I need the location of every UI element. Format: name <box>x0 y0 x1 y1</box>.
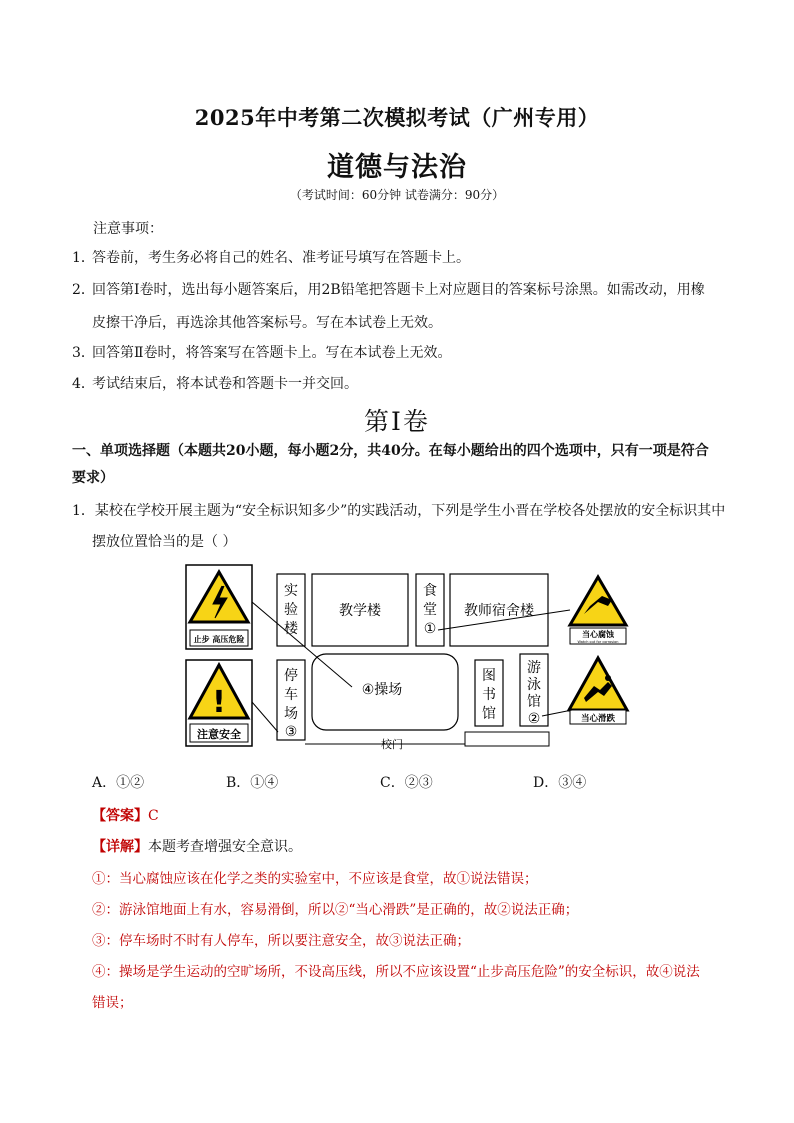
svg-text:④操场: ④操场 <box>361 682 403 698</box>
svg-text:车: 车 <box>284 687 298 703</box>
explanation-line-5: 错误； <box>92 995 133 1011</box>
exam-title: 2025年中考第二次模拟考试（广州专用） <box>194 105 600 130</box>
high-voltage-sign <box>186 565 252 649</box>
slip-sign <box>569 658 627 724</box>
gate-label: 校门 <box>381 738 403 751</box>
svg-text:游: 游 <box>527 660 541 676</box>
question-1-stem-cont: 摆放位置恰当的是（ ） <box>92 534 237 550</box>
corrosion-sign <box>566 574 630 644</box>
exam-info: （考试时间：60分钟 试卷满分：90分） <box>289 188 505 202</box>
option-b: B．①④ <box>226 775 279 791</box>
answer-line: 【答案】C <box>92 808 159 824</box>
part-title: 第Ⅰ卷 <box>364 407 430 436</box>
note-item-3: 3．回答第Ⅱ卷时，将答案写在答题卡上。写在本试卷上无效。 <box>72 345 452 361</box>
svg-text:书: 书 <box>482 687 496 703</box>
svg-text:教师宿舍楼: 教师宿舍楼 <box>464 603 534 619</box>
explanation-intro: 【详解】本题考查增强安全意识。 <box>92 839 302 855</box>
svg-text:Watch out for corrosion: Watch out for corrosion <box>577 640 619 644</box>
svg-text:场: 场 <box>284 706 298 722</box>
svg-text:图: 图 <box>482 668 496 684</box>
explanation-line-3: ③：停车场时不时有人停车，所以要注意安全，故③说法正确； <box>92 933 470 949</box>
svg-text:教学楼: 教学楼 <box>339 603 381 619</box>
subject-title: 道德与法治 <box>327 152 467 183</box>
svg-text:堂: 堂 <box>423 602 437 618</box>
svg-text:楼: 楼 <box>284 621 298 637</box>
explanation-line-4: ④：操场是学生运动的空旷场所，不设高压线，所以不应该设置“止步高压危险”的安全标识，故④说法 <box>92 964 700 980</box>
svg-text:食: 食 <box>423 583 437 599</box>
note-item-2: 2．回答第Ⅰ卷时，选出每小题答案后，用2B铅笔把答题卡上对应题目的答案标号涂黑。如需改动，用橡 <box>72 282 705 298</box>
exclamation-icon: ! <box>212 685 226 720</box>
note-item-4: 4．考试结束后，将本试卷和答题卡一并交回。 <box>72 376 358 392</box>
option-a: A．①② <box>92 775 145 791</box>
svg-text:当心腐蚀: 当心腐蚀 <box>582 630 614 639</box>
svg-text:②: ② <box>527 711 541 727</box>
section-heading-cont: 要求） <box>72 470 114 486</box>
option-c: C．②③ <box>380 775 433 791</box>
explanation-line-1: ①：当心腐蚀应该在化学之类的实验室中，不应该是食堂，故①说法错误； <box>92 871 538 887</box>
campus-map-figure <box>180 562 640 752</box>
attention-sign <box>186 660 252 746</box>
svg-text:实: 实 <box>284 583 298 599</box>
svg-text:当心滑跌: 当心滑跌 <box>580 714 616 724</box>
question-1-stem: 1．某校在学校开展主题为“安全标识知多少”的实践活动，下列是学生小晋在学校各处摆放的安全标识其中 <box>72 503 726 519</box>
section-heading: 一、单项选择题（本题共20小题，每小题2分，共40分。在每小题给出的四个选项中，只有一项是符合 <box>72 443 709 459</box>
high-voltage-label: 止步 高压危险 <box>193 635 245 644</box>
svg-text:泳: 泳 <box>527 677 541 693</box>
svg-text:停: 停 <box>284 668 298 684</box>
svg-text:馆: 馆 <box>482 706 496 722</box>
notes-heading: 注意事项： <box>93 221 163 237</box>
attention-label: 注意安全 <box>197 728 241 741</box>
gate-wall <box>465 732 549 746</box>
svg-text:验: 验 <box>284 602 298 618</box>
note-item-2-cont: 皮擦干净后，再选涂其他答案标号。写在本试卷上无效。 <box>92 315 442 331</box>
svg-text:③: ③ <box>284 724 298 740</box>
note-item-1: 1．答卷前，考生务必将自己的姓名、准考证号填写在答题卡上。 <box>72 250 470 266</box>
svg-text:馆: 馆 <box>527 694 541 710</box>
svg-text:①: ① <box>423 621 437 637</box>
option-d: D．③④ <box>533 775 587 791</box>
explanation-line-2: ②：游泳馆地面上有水，容易滑倒，所以②“当心滑跌”是正确的，故②说法正确； <box>92 902 579 918</box>
